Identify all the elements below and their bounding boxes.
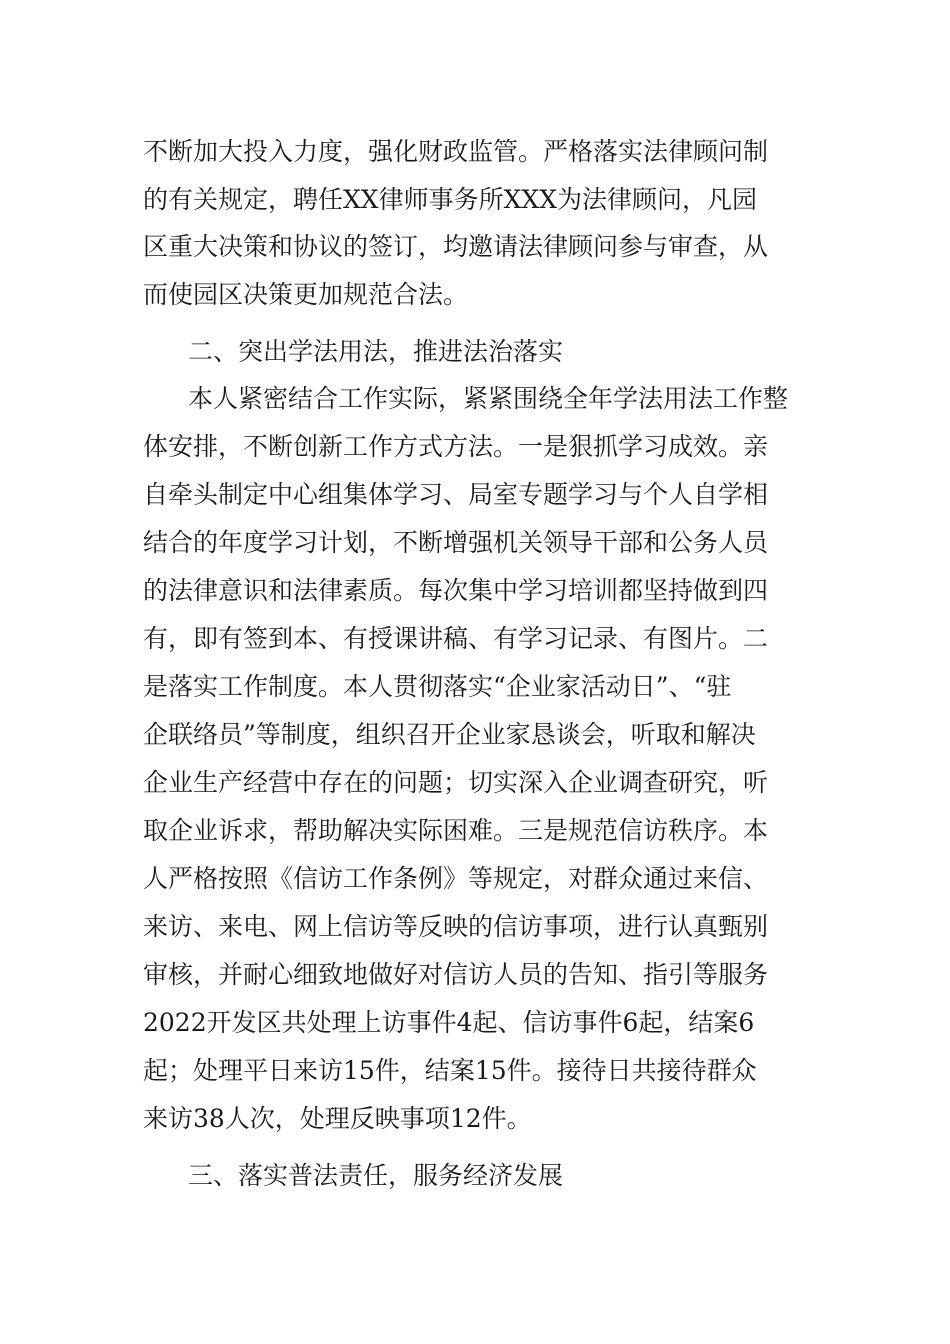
body-text-line: 企业生产经营中存在的问题；切实深入企业调查研究，听 <box>143 768 769 797</box>
body-text-line: 起；处理平日来访15件，结案15件。接待日共接待群众 <box>143 1056 757 1085</box>
body-text-line: 来访38人次，处理反映事项12件。 <box>143 1104 532 1133</box>
section-heading-3: 三、落实普法责任，服务经济发展 <box>188 1161 564 1190</box>
body-text-line: 而使园区决策更加规范合法。 <box>143 280 469 309</box>
body-text-line: 是落实工作制度。本人贯彻落实“企业家活动日”、“驻 <box>143 672 732 701</box>
body-text-line: 来访、来电、网上信访等反映的信访事项，进行认真甄别 <box>143 912 769 941</box>
paragraph-first-line: 本人紧密结合工作实际，紧紧围绕全年学法用法工作整 <box>188 384 789 413</box>
body-text-line: 的有关规定，聘任XX律师事务所XXX为法律顾问，凡园 <box>143 185 757 214</box>
body-text-line: 企联络员”等制度，组织召开企业家恳谈会，听取和解决 <box>143 720 756 749</box>
body-text-line: 结合的年度学习计划，不断增强机关领导干部和公务人员 <box>143 528 769 557</box>
body-text-line: 体安排，不断创新工作方式方法。一是狠抓学习成效。亲 <box>143 432 769 461</box>
body-text-line: 2022开发区共处理上访事件4起、信访事件6起，结案6 <box>143 1008 755 1037</box>
body-text-line: 不断加大投入力度，强化财政监管。严格落实法律顾问制 <box>143 137 769 166</box>
body-text-line: 取企业诉求，帮助解决实际困难。三是规范信访秩序。本 <box>143 816 769 845</box>
section-heading-2: 二、突出学法用法，推进法治落实 <box>188 337 564 366</box>
body-text-line: 审核，并耐心细致地做好对信访人员的告知、指引等服务 <box>143 960 769 989</box>
body-text-line: 人严格按照《信访工作条例》等规定，对群众通过来信、 <box>143 864 769 893</box>
body-text-line: 有，即有签到本、有授课讲稿、有学习记录、有图片。二 <box>143 624 769 653</box>
body-text-line: 区重大决策和协议的签订，均邀请法律顾问参与审查，从 <box>143 232 769 261</box>
body-text-line: 自牵头制定中心组集体学习、局室专题学习与个人自学相 <box>143 480 769 509</box>
body-text-line: 的法律意识和法律素质。每次集中学习培训都坚持做到四 <box>143 576 769 605</box>
